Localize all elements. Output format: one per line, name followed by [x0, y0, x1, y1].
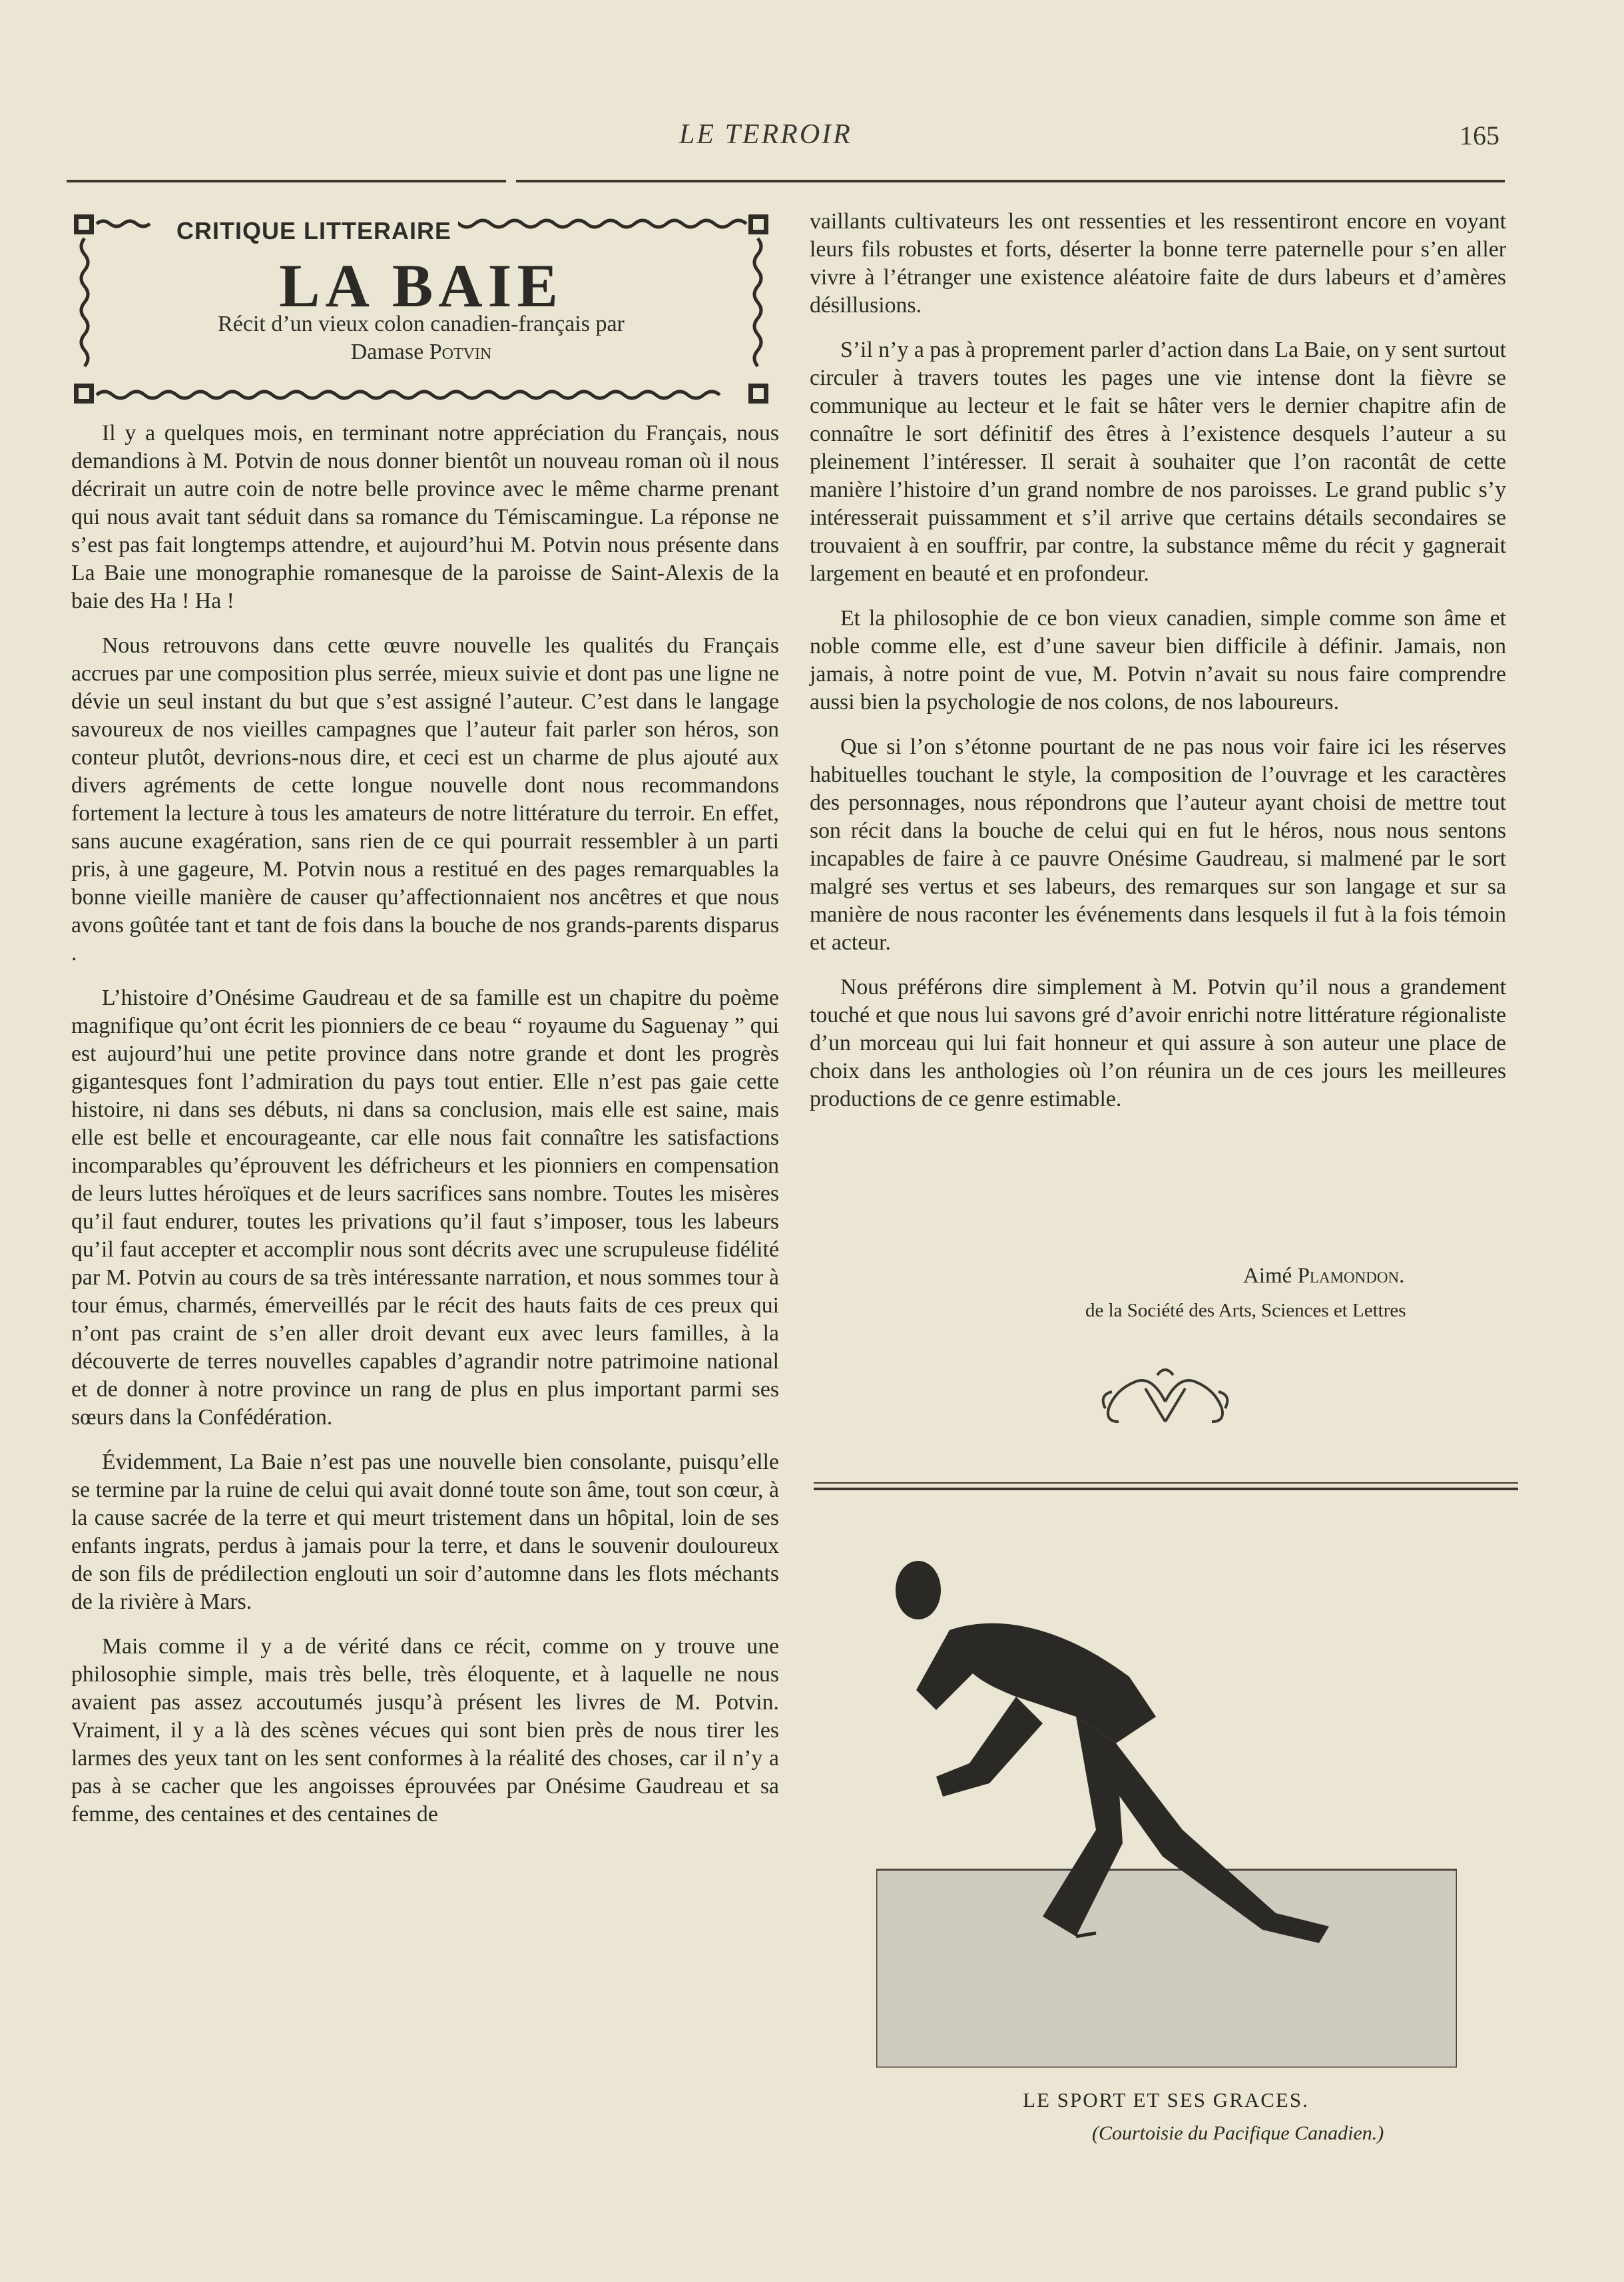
ornament-icon: [1092, 1362, 1238, 1435]
article-author: Damase Potvin: [350, 340, 492, 364]
section-divider-thick: [814, 1488, 1518, 1490]
paragraph: Nous retrouvons dans cette œuvre nouvelle les qualités du Français accrues par une composition plus serrée, mieux suivie et dont pas une ligne ne dévie un seul instant du but que s’est assigné l’auteur. C’est dans le langage savoureux de nos vieilles campagnes que l’auteur fait parler son héros, son conteur plutôt, devrions-nous dire, et ceci est un charme de plus ajouté aux divers agréments de cette longue nouvelle dont nous recommandons fortement la lecture à tous les amateurs de notre littérature du terroir. En effet, sans aucune exagération, sans rien de ce qui pourrait ressembler à un parti pris, à une gageure, M. Potvin nous a restitué en des pages remarquables la bonne vieille manière de causer qu’affectionnaient nos ancêtres et que nous avons goûtée tant et tant de fois dans la bouche de nos grands-parents disparus .: [71, 633, 779, 966]
header-rule-right: [516, 180, 1505, 182]
section-label: CRITIQUE LITTERAIRE: [170, 217, 458, 245]
paragraph: vaillants cultivateurs les ont ressenties et les ressentiront encore en voyant leurs fils robustes et forts, déserter la bonne terre paternelle pour s’en aller vivre à l’étranger une existence aléatoire faite de durs labeurs et d’amères désillusions.: [810, 209, 1506, 318]
right-column: [810, 208, 1506, 1130]
article-header-box: [70, 212, 772, 408]
paragraph: Mais comme il y a de vérité dans ce récit, comme on y trouve une philosophie simple, mais très belle, très éloquente, et à laquelle ne nous avaient pas assez accoutumés jusqu’à présent les livres de M. Potvin. Vraiment, il y a là des scènes vécues qui sont bien près de nous tirer les larmes des yeux tant on les sent conformes à la réalité des choses, car il n’y a pas à se cacher que les angoisses éprouvées par Onésime Gaudreau et sa femme, des centaines et des centaines de: [71, 1634, 779, 1827]
section-divider-thin: [814, 1482, 1518, 1484]
paragraph: L’histoire d’Onésime Gaudreau et de sa famille est un chapitre du poème magnifique qu’ont écrit les pionniers de ce beau “ royaume du Saguenay ” qui est aujourd’hui une petite province dans notre grande et dont les progrès gigantesques font l’admiration du pays tout entier. Elle n’est pas gaie cette histoire, ni dans ses débuts, ni dans sa conclusion, mais elle est saine, mais elle est belle et encourageante, car elle nous fait connaître les satisfactions incomparables qu’éprouvent les défricheurs et les pionniers en compensation de leurs luttes héroïques et de leurs sacrifices sans nombre. Toutes les misères qu’il faut endurer, toutes les privations qu’il faut s’imposer, tous les labeurs qu’il faut accepter et accomplir nous sont décrits avec une scrupuleuse fidélité par M. Potvin au cours de sa très intéressante narration, et nous sommes tour à tour émus, charmés, émerveillés par le récit des hauts faits de ces preux qui n’ont pas craint de s’en aller droit devant eux avec leurs familles, à la découverte de terres nouvelles capables d’agrandir notre patrimoine national et de donner à notre province un rang de plus en plus important parmi ses sœurs dans la Confédération.: [71, 986, 779, 1430]
left-column: [71, 420, 779, 1845]
article-subtitle: Récit d’un vieux colon canadien-français par: [218, 312, 625, 336]
author-signature: Aimé Plamondon.: [1243, 1264, 1405, 1288]
paragraph: Nous préférons dire simplement à M. Potvin qu’il nous a grandement touché et que nous lui savons gré d’avoir enrichi notre littérature régionaliste d’un morceau qui lui fait honneur et qui assure à son auteur une place de choix dans les anthologies où l’on réunira un de ces jours les meilleures productions de ce genre estimable.: [810, 975, 1506, 1111]
paragraph: Évidemment, La Baie n’est pas une nouvelle bien consolante, puisqu’elle se termine par la ruine de celui qui avait donné toute son âme, tout son cœur, à la cause sacrée de la terre et qui meurt tristement dans un hôpital, loin de ses enfants ingrats, perdus à jamais pour la terre, et dans le souvenir douloureux de son fils de prédilection englouti un soir d’automne dans les flots méchants de la rivière à Mars.: [71, 1450, 779, 1614]
paragraph: Que si l’on s’étonne pourtant de ne pas nous voir faire ici les réserves habituelles touchant le style, la composition de l’ouvrage et les caractères des personnages, nous répondrons que l’auteur ayant choisi de mettre tout son récit dans la bouche de celui qui en fut le héros, nous nous sentons incapables de faire à ce pauvre Onésime Gaudreau, si malmené par le sort malgré ses vertus et ses labeurs, des remarques sur son langage et sur sa manière de nous raconter les événements dans lesquels il fut à la fois témoin et acteur.: [810, 734, 1506, 955]
page-number: 165: [1460, 121, 1499, 150]
paragraph: Et la philosophie de ce bon vieux canadien, simple comme son âme et noble comme elle, est d’une saveur bien difficile à définir. Jamais, non jamais, à notre point de vue, M. Potvin n’avait su nous faire comprendre aussi bien la psychologie de nos colons, de nos laboureurs.: [810, 606, 1506, 714]
author-affiliation: de la Société des Arts, Sciences et Lettres: [1085, 1300, 1406, 1321]
paragraph: S’il n’y a pas à proprement parler d’action dans La Baie, on y sent surtout circuler à travers toutes les pages une vie intense dont la fièvre se communique au lecteur et le fait se hâter vers le dernier chapitre afin de connaître le sort définitif des êtres à l’existence desquels l’auteur a su pleinement l’intéresser. Il serait à souhaiter que l’on racontât de cette manière l’histoire d’un grand nombre de nos paroisses. Le grand public s’y intéresserait puissamment et s’il arrive que certains détails secondaires se trouvaient à en souffrir, par contre, la substance même du récit y gagnerait largement en beauté et en profondeur.: [810, 338, 1506, 586]
photo-credit: (Courtoisie du Pacifique Canadien.): [1092, 2122, 1384, 2144]
speed-skater-photo: [876, 1544, 1457, 2068]
paragraph: Il y a quelques mois, en terminant notre appréciation du Français, nous demandions à M. Potvin de nous donner bientôt un nouveau roman où il nous décrirait un autre coin de notre belle province avec le même charme prenant qui nous avait tant séduit dans sa romance du Témiscamingue. La réponse ne s’est pas fait longtemps attendre, et aujourd’hui M. Potvin nous présente dans La Baie une monographie romanesque de la paroisse de Saint-Alexis de la baie des Ha ! Ha !: [71, 421, 779, 613]
article-title: LA BAIE: [279, 252, 563, 320]
header-rule-left: [67, 180, 506, 182]
running-title: LE TERROIR: [679, 119, 852, 150]
photo-caption: LE SPORT ET SES GRACES.: [1023, 2088, 1309, 2112]
